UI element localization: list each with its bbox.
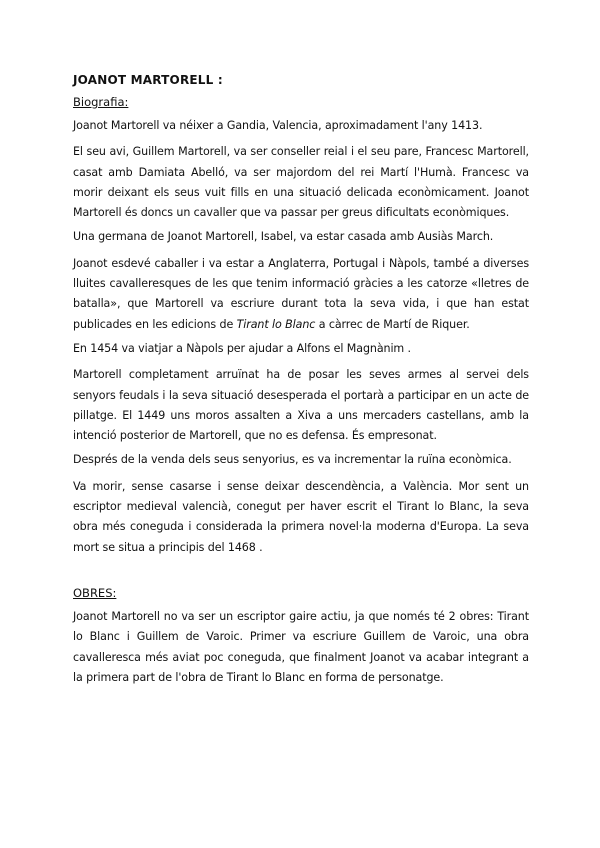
paragraph-death: Va morir, sense casarse i sense deixar descendència, a València. Mor sent un escriptor medieval valencià, conegut per haver escrit el Tirant lo Blanc, la seva obra més coneguda i considerada la primera novel·la moderna d'Europa. La seva mort se situa a principis del 1468 . [73,479,529,554]
works-heading-colon: : [112,585,117,600]
works-heading-label: OBRES [73,585,113,600]
paragraph-sister: Una germana de Joanot Martorell, Isabel, va estar casada amb Ausiàs March. [73,230,494,244]
document-body [73,72,529,692]
paragraph-works: Joanot Martorell no va ser un escriptor gaire actiu, ja que només té 2 obres: Tirant lo Blanc i Guillem de Varoic. Primer va escriure Guillem de Varoic, una obra cavalleresca més aviat poc coneguda, que finalment Joanot va acabar integrant a la primera part de l'obra de Tirant lo Blanc en forma de personatge. [73,609,529,684]
section-spacer [73,562,529,586]
biography-heading-label: Biografia [73,95,125,109]
biography-heading [73,95,529,110]
paragraph-birth: Joanot Martorell va néixer a Gandia, Valencia, aproximadament l'any 1413. [73,119,483,132]
book-title-tirant: Tirant lo Blanc [236,317,316,331]
paragraph-family: El seu avi, Guillem Martorell, va ser conseller reial i el seu pare, Francesc Martorell, casat amb Damiata Abelló, va ser majordom del rei Martí l'Humà. Francesc va morir deixant els seus vuit fills en una situació delicada econòmicament. Joanot Martorell és doncs un cavaller que va passar per greus dificultats econòmiques. [73,145,529,220]
paragraph-travels [73,254,529,335]
paragraph-travels-text: Joanot esdevé caballer i va estar a Anglaterra, Portugal i Nàpols, també a diverses lluites cavalleresques de les que tenim informació gràcies a les catorze «lletres de batalla», que Martorell va escriure durant tota la seva vida, i que han estat publicades en les edicions de [73,256,529,331]
paragraph-ruin: Martorell completament arruïnat ha de posar les seves armes al servei dels senyors feudals i la seva situació desesperada el portarà a participar en un acte de pillatge. El 1449 uns moros assalten a Xiva a uns mercaders castellans, amb la intenció posterior de Martorell, que no es defensa. És empresonat. [73,368,529,443]
paragraph-travels-end: a càrrec de Martí de Riquer. [315,317,470,331]
paragraph-naples: En 1454 va viatjar a Nàpols per ajudar a Alfons el Magnànim . [73,341,411,355]
document-title: JOANOT MARTORELL : [73,73,223,87]
paragraph-lordships: Després de la venda dels seus senyorius, es va incrementar la ruïna econòmica. [73,453,512,467]
biography-heading-colon: : [124,95,129,109]
works-heading [73,586,529,601]
